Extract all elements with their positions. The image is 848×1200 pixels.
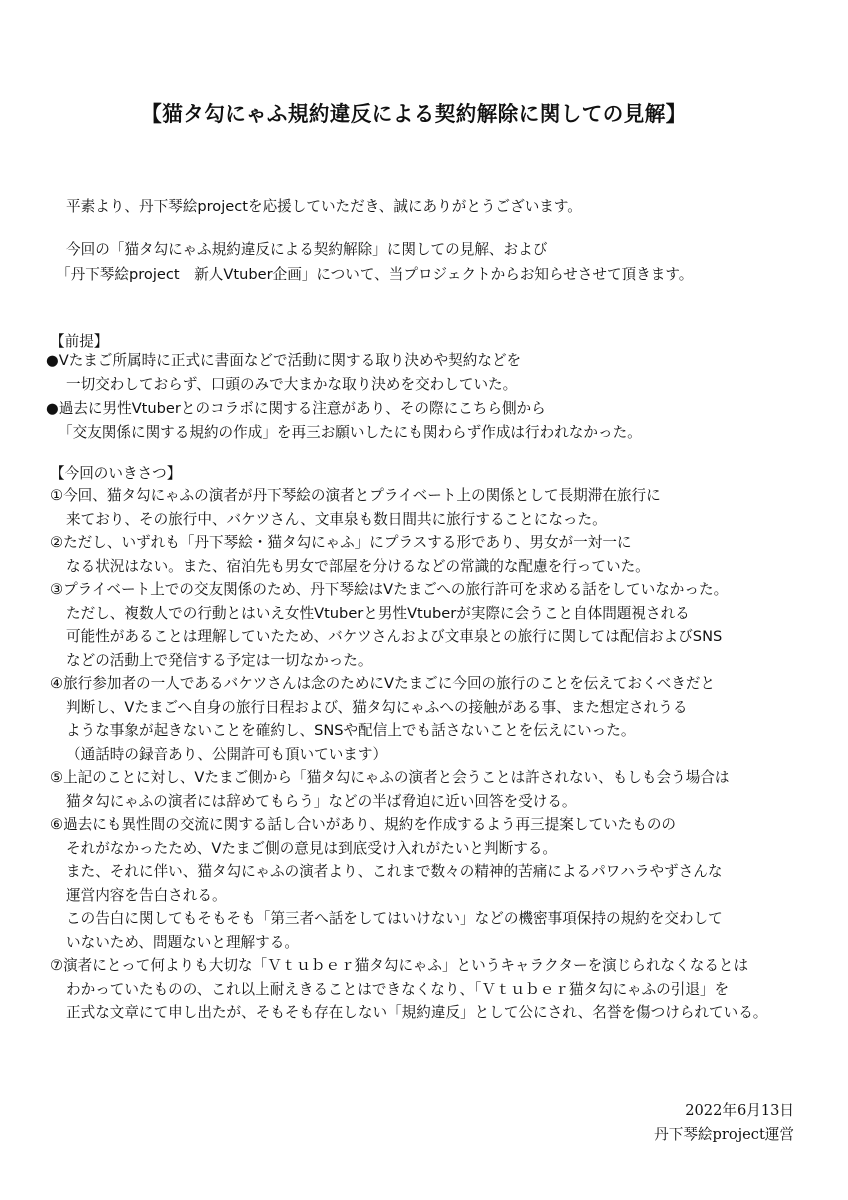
background-item-continued: 正式な文章にて申し出たが、そもそも存在しない「規約違反」として公にされ、名誉を傷つけられている。 (66, 1004, 768, 1021)
background-item-continued: 来ており、その旅行中、バケツさん、文車泉も数日間共に旅行することになった。 (66, 511, 607, 528)
background-item-continued: 判断し、Vたまごへ自身の旅行日程および、猫タ勾にゃふへの接触がある事、また想定されうる (66, 699, 688, 716)
background-item-continued: なる状況はない。また、宿泊先も男女で部屋を分けるなどの常識的な配慮を行っていた。 (66, 558, 650, 575)
background-item-continued: 猫タ勾にゃふの演者には辞めてもらう」などの半ば脅迫に近い回答を受ける。 (66, 793, 577, 810)
background-item: ⑦演者にとって何よりも大切な「Ｖｔｕｂｅｒ猫タ勾にゃふ」というキャラクターを演じられなくなるとは (50, 957, 749, 974)
background-item-continued: などの活動上で発信する予定は一切なかった。 (66, 652, 373, 669)
premise-item-continued: 一切交わしておらず、口頭のみで大まかな取り決めを交わしていた。 (66, 376, 518, 393)
background-item-continued: この告白に関してもそもそも「第三者へ話をしてはいけない」などの機密事項保持の規約を交わして (66, 910, 723, 927)
background-note: （通話時の録音あり、公開許可も頂いています） (66, 746, 388, 763)
premise-item: ●Vたまご所属時に正式に書面などで活動に関する取り決めや契約などを (46, 352, 522, 369)
background-item: ③プライベート上での交友関係のため、丹下琴絵はVたまごへの旅行許可を求める話をしていなかった。 (50, 581, 729, 598)
document-title: 【猫タ勾にゃふ規約違反による契約解除に関しての見解】 (141, 102, 687, 126)
background-item-continued: ような事象が起きないことを確約し、SNSや配信上でも話さないことを伝えにいった。 (66, 722, 636, 739)
premise-item: ●過去に男性Vtuberとのコラボに関する注意があり、その際にこちら側から (46, 400, 546, 417)
intro-line: 今回の「猫タ勾にゃふ規約違反による契約解除」に関しての見解、および (66, 241, 548, 258)
background-item: ⑤上記のことに対し、Vたまご側から「猫タ勾にゃふの演者と会うことは許されない、もしも会う場合は (50, 769, 730, 786)
premise-heading: 【前提】 (50, 333, 109, 350)
background-item: ④旅行参加者の一人であるバケツさんは念のためにVたまごに今回の旅行のことを伝えておくべきだと (50, 675, 716, 692)
background-item-continued: 可能性があることは理解していたため、バケツさんおよび文車泉との旅行に関しては配信およびSNS (66, 628, 723, 645)
background-item-continued: 運営内容を告白される。 (66, 887, 227, 904)
background-item: ②ただし、いずれも「丹下琴絵・猫タ勾にゃふ」にプラスする形であり、男女が一対一に (50, 534, 632, 551)
background-item-continued: また、それに伴い、猫タ勾にゃふの演者より、これまで数々の精神的苦痛によるパワハラやずさんな (66, 863, 723, 880)
background-item-continued: わかっていたものの、これ以上耐えきることはできなくなり、「Ｖｔｕｂｅｒ猫タ勾にゃふの引退」を (66, 981, 730, 998)
signature-organization: 丹下琴絵project運営 (654, 1126, 794, 1143)
premise-item-continued: 「交友関係に関する規約の作成」を再三お願いしたにも関わらず作成は行われなかった。 (58, 424, 642, 441)
intro-greeting: 平素より、丹下琴絵projectを応援していただき、誠にありがとうございます。 (66, 198, 582, 215)
intro-line: 「丹下琴絵project 新人Vtuber企画」について、当プロジェクトからお知らせさせて頂きます。 (56, 266, 694, 283)
background-item-continued: いないため、問題ないと理解する。 (66, 934, 299, 951)
background-item: ⑥過去にも異性間の交流に関する話し合いがあり、規約を作成するよう再三提案していたものの (50, 816, 677, 833)
background-heading: 【今回のいきさつ】 (50, 465, 182, 482)
background-item: ①今回、猫タ勾にゃふの演者が丹下琴絵の演者とプライベート上の関係として長期滞在旅行に (50, 487, 661, 504)
background-item-continued: ただし、複数人での行動とはいえ女性Vtuberと男性Vtuberが実際に会うこと自体問題視される (66, 605, 690, 622)
background-item-continued: それがなかったため、Vたまご側の意見は到底受け入れがたいと判断する。 (66, 840, 557, 857)
signature-date: 2022年6月13日 (685, 1102, 794, 1119)
